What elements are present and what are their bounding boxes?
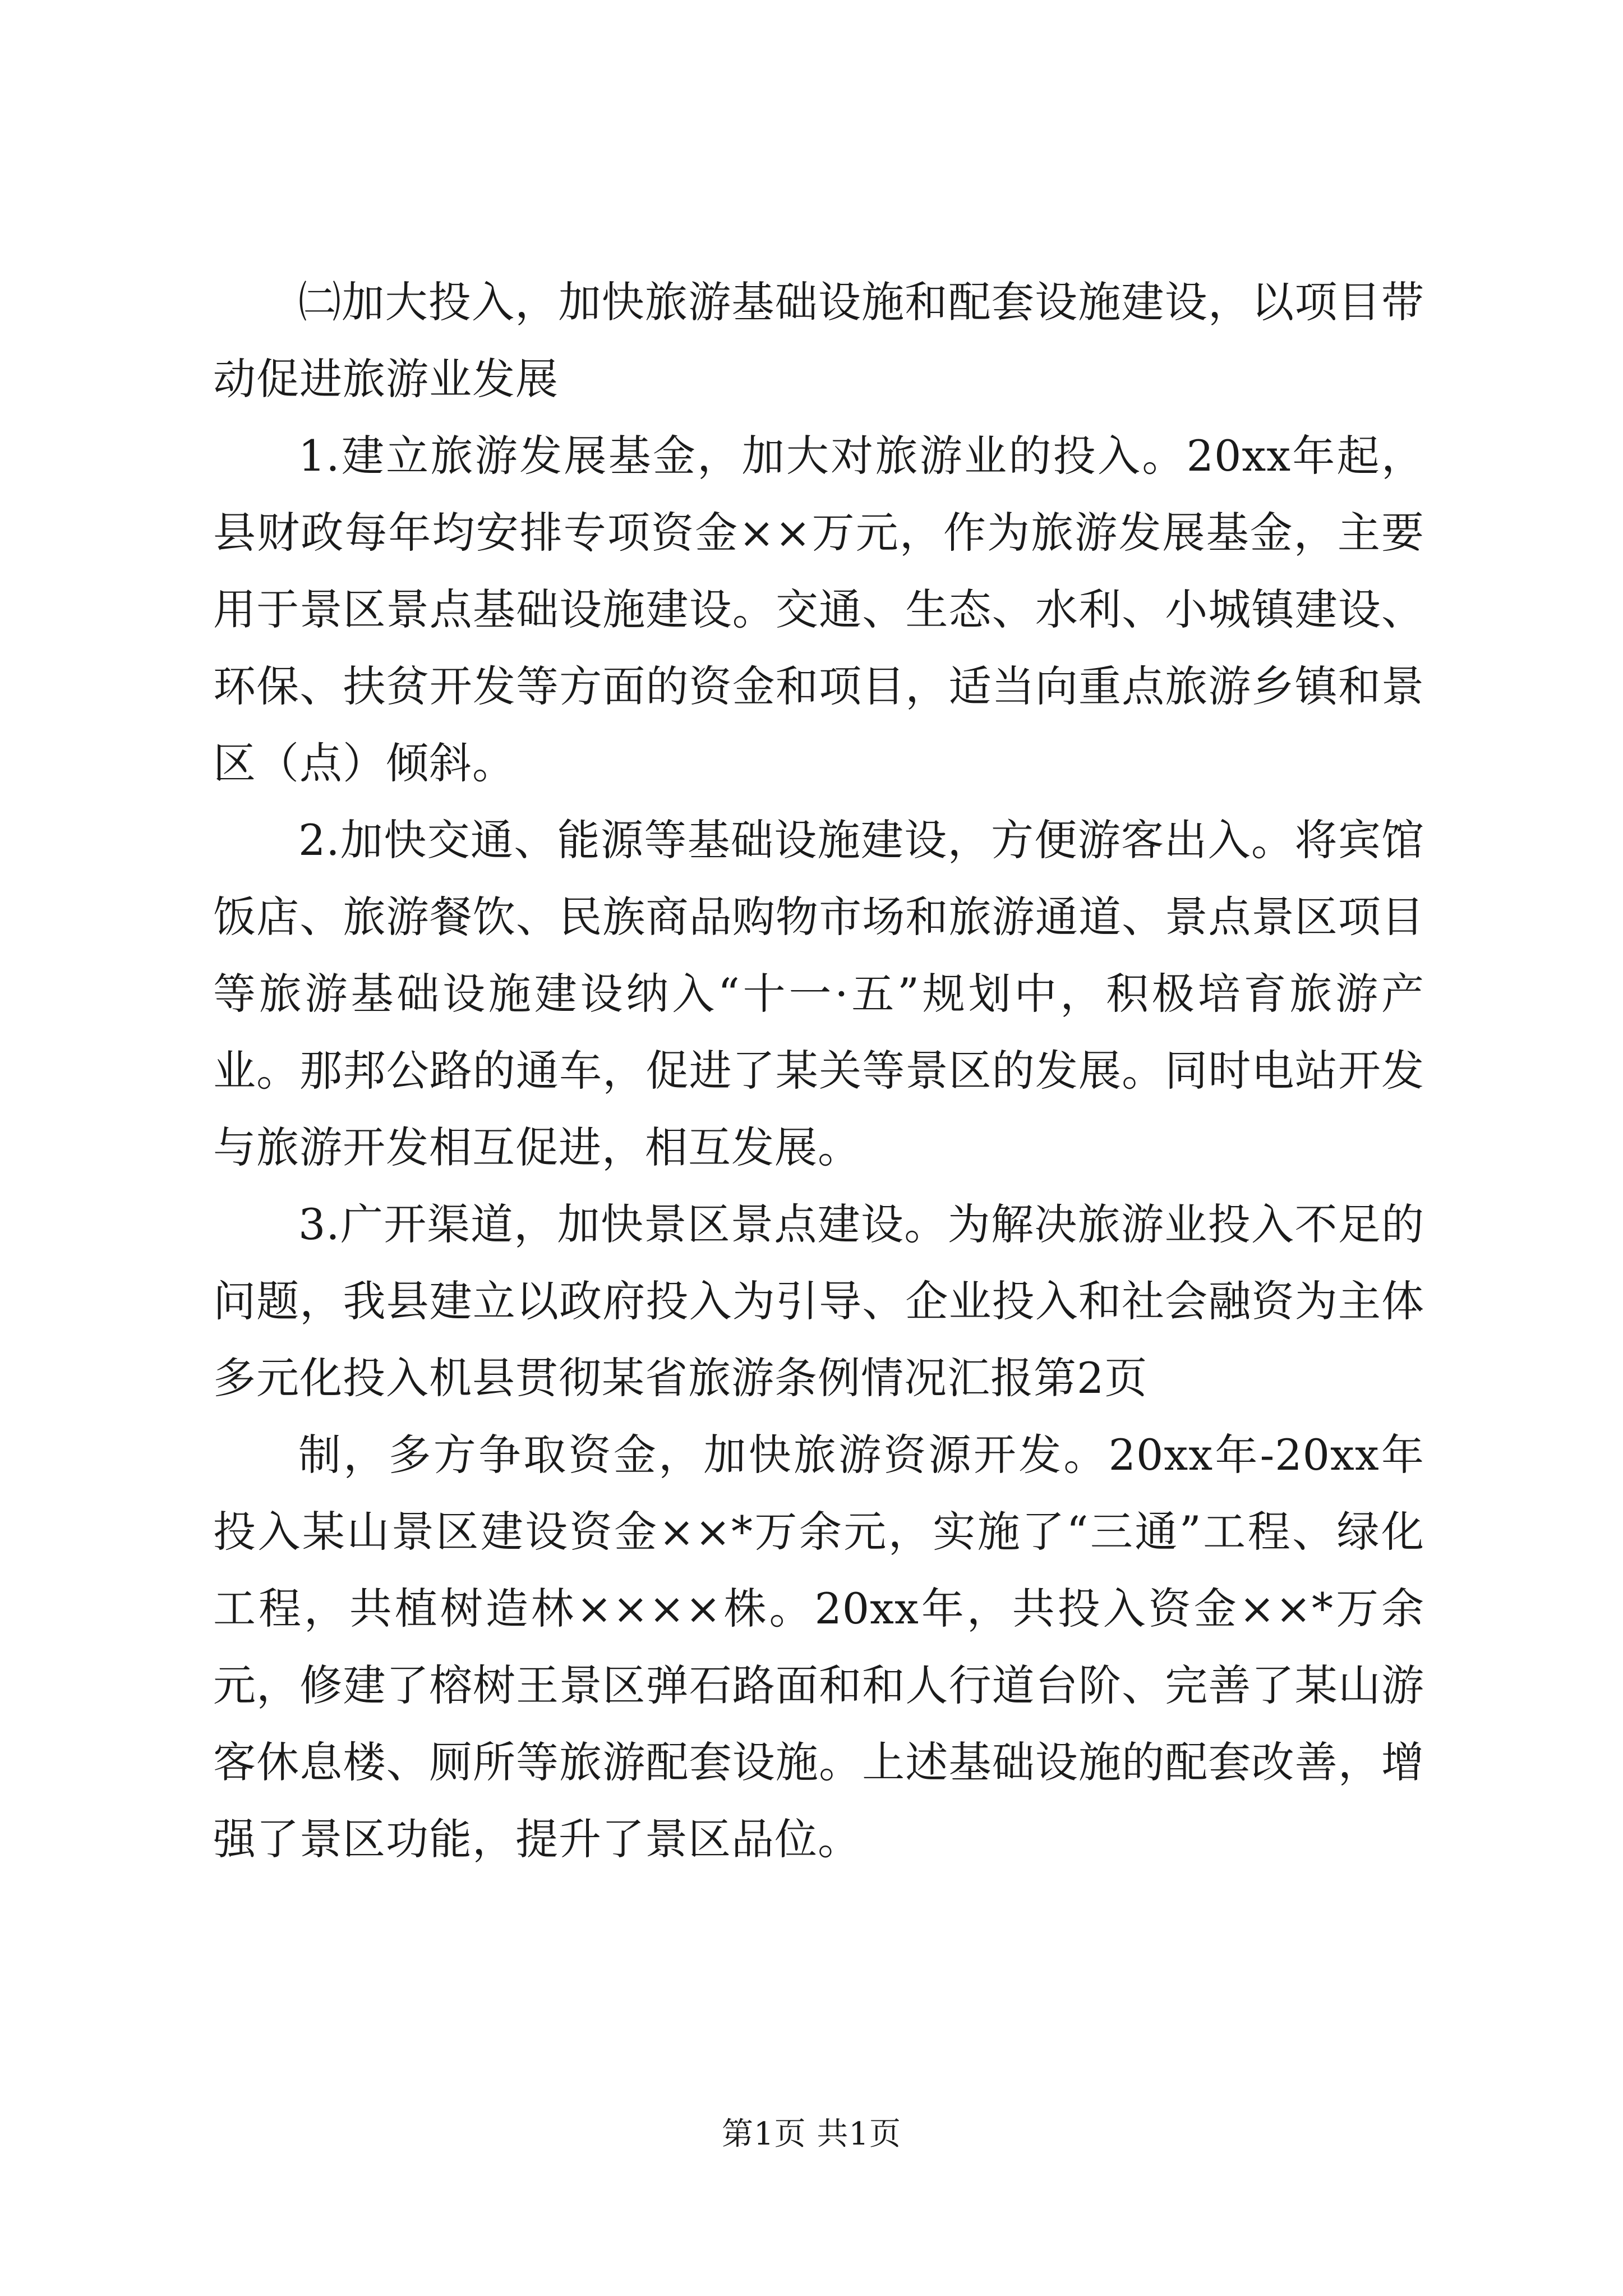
section-heading-paragraph: ㈡加大投入，加快旅游基础设施和配套设施建设，以项目带动促进旅游业发展 — [213, 277, 1424, 404]
page-footer: 第1页 共1页 — [721, 2116, 902, 2152]
body-paragraph-3: 3.广开渠道，加快景区景点建设。为解决旅游业投入不足的问题，我县建立以政府投入为引导、企业投入和社会融资为主体多元化投入机县贯彻某省旅游条例情况汇报第2页 — [213, 1199, 1424, 1403]
body-paragraph-4: 制，多方争取资金，加快旅游资源开发。20xx年-20xx年投入某山景区建设资金××*万余元，实施了“三通”工程、绿化工程，共植树造林××××株。20xx年，共投入资金××*万余元，修建了榕树王景区弹石路面和和人行道台阶、完善了某山游客休息楼、厕所等旅游配套设施。上述基础设施的配套改善，增强了景区功能，提升了景区品位。 — [213, 1430, 1424, 1864]
body-paragraph-1: 1.建立旅游发展基金，加大对旅游业的投入。20xx年起，县财政每年均安排专项资金××万元，作为旅游发展基金，主要用于景区景点基础设施建设。交通、生态、水利、小城镇建设、环保、扶贫开发等方面的资金和项目，适当向重点旅游乡镇和景区（点）倾斜。 — [213, 431, 1424, 788]
body-paragraph-2: 2.加快交通、能源等基础设施建设，方便游客出入。将宾馆饭店、旅游餐饮、民族商品购物市场和旅游通道、景点景区项目等旅游基础设施建设纳入“十一·五”规划中，积极培育旅游产业。那邦公路的通车，促进了某关等景区的发展。同时电站开发与旅游开发相互促进，相互发展。 — [213, 815, 1424, 1172]
document-body — [213, 264, 1424, 1878]
